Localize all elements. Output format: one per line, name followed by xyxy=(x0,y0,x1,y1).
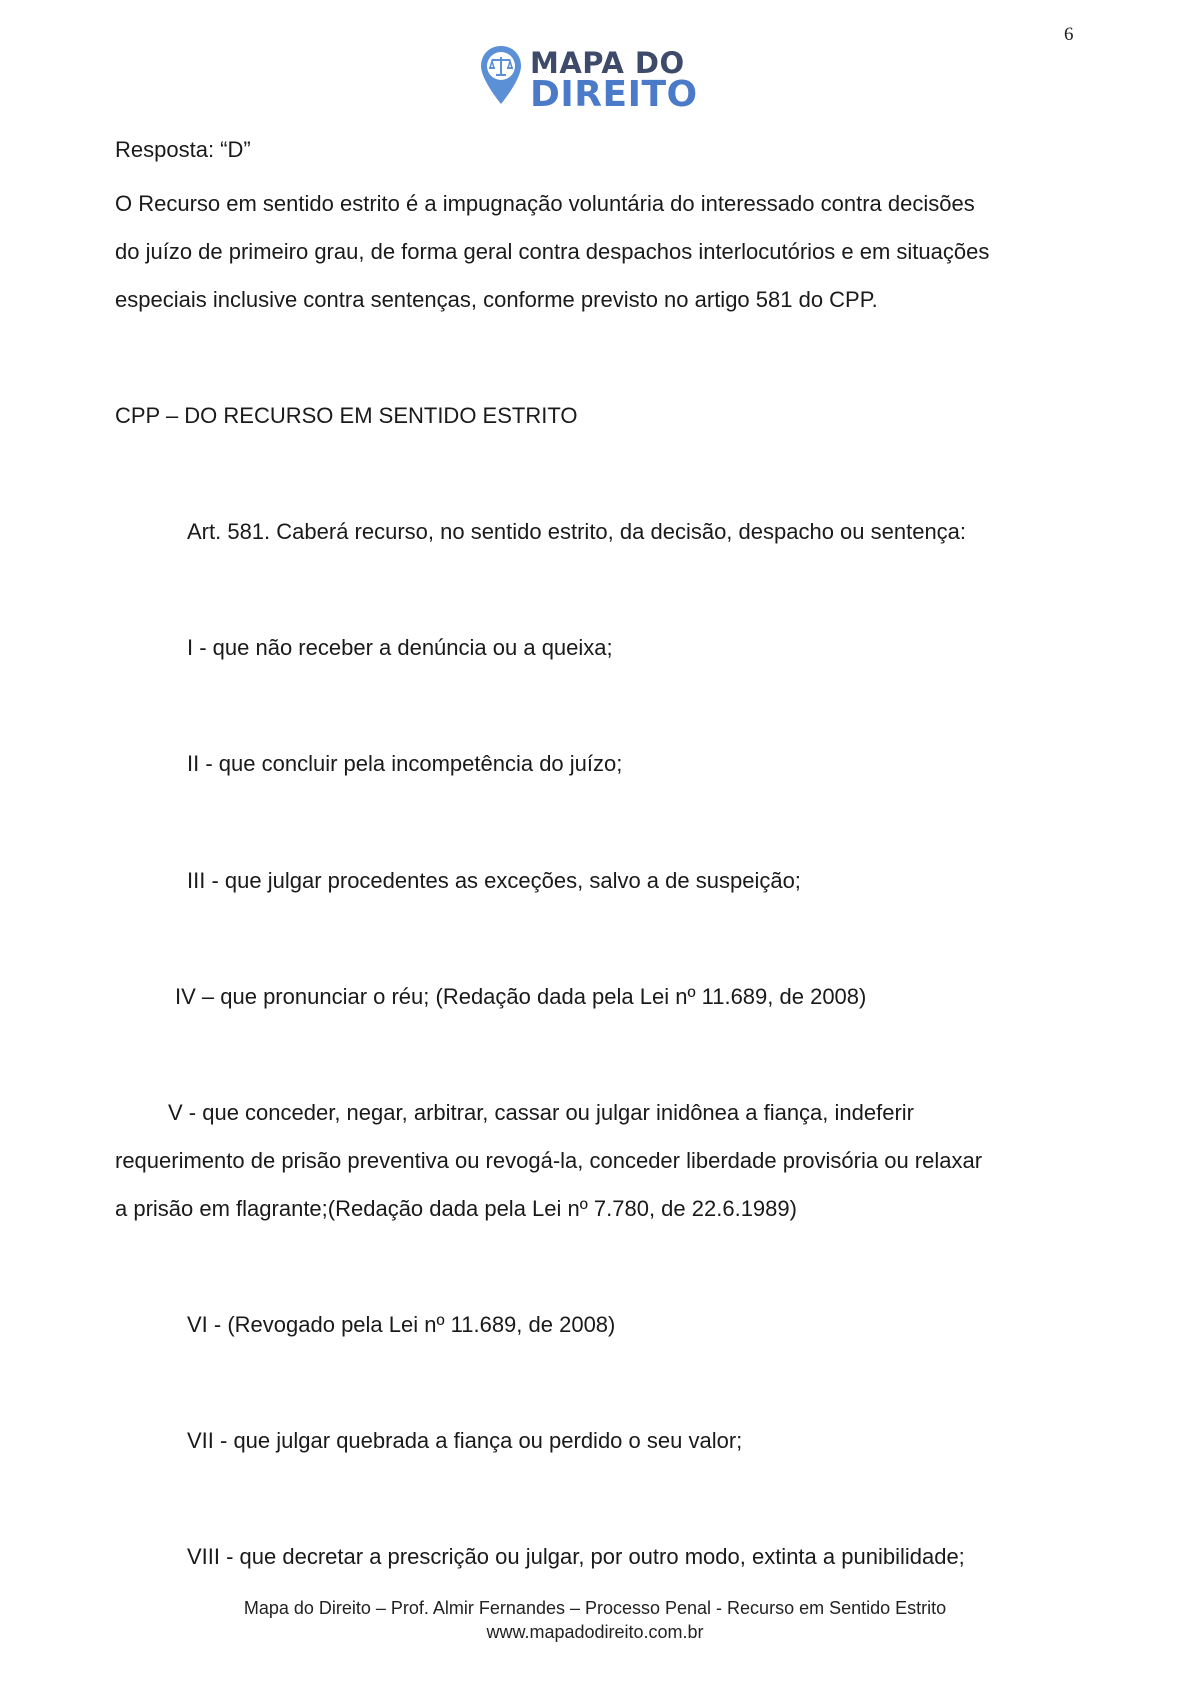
page-footer xyxy=(0,1596,1190,1644)
page-number: 6 xyxy=(1064,24,1074,45)
item-v-line-1: V - que conceder, negar, arbitrar, cassar ou julgar inidônea a fiança, indeferir xyxy=(168,1100,915,1125)
map-pin-scales-icon xyxy=(478,44,524,108)
section-title: CPP – DO RECURSO EM SENTIDO ESTRITO xyxy=(115,403,578,428)
footer-website-link[interactable]: www.mapadodireito.com.br xyxy=(486,1622,704,1642)
item-viii: VIII - que decretar a prescrição ou julgar, por outro modo, extinta a punibilidade; xyxy=(187,1544,965,1569)
mapa-do-direito-logo xyxy=(478,44,698,116)
explanation-line-2: do juízo de primeiro grau, de forma geral contra despachos interlocutórios e em situações xyxy=(115,239,990,264)
answer-text: Resposta: “D” xyxy=(115,137,251,162)
logo-text-mapa-do: MAPA DO xyxy=(530,46,685,80)
article-heading: Art. 581. Caberá recurso, no sentido estrito, da decisão, despacho ou sentença: xyxy=(187,519,967,544)
item-iii: III - que julgar procedentes as exceções, salvo a de suspeição; xyxy=(187,868,801,893)
footer-credits: Mapa do Direito – Prof. Almir Fernandes – Processo Penal - Recurso em Sentido Estrito xyxy=(243,1598,947,1618)
item-v-line-3: a prisão em flagrante;(Redação dada pela Lei nº 7.780, de 22.6.1989) xyxy=(115,1196,797,1221)
item-vii: VII - que julgar quebrada a fiança ou perdido o seu valor; xyxy=(187,1428,743,1453)
explanation-line-1: O Recurso em sentido estrito é a impugnação voluntária do interessado contra decisões xyxy=(115,191,975,216)
logo-text-direito: DIREITO xyxy=(530,74,698,115)
item-ii: II - que concluir pela incompetência do juízo; xyxy=(187,751,623,776)
item-i: I - que não receber a denúncia ou a queixa; xyxy=(187,635,613,660)
item-v-line-2: requerimento de prisão preventiva ou revogá-la, conceder liberdade provisória ou relaxar xyxy=(115,1148,983,1173)
explanation-line-3: especiais inclusive contra sentenças, conforme previsto no artigo 581 do CPP. xyxy=(115,287,878,312)
item-vi: VI - (Revogado pela Lei nº 11.689, de 2008) xyxy=(187,1312,616,1337)
item-iv: IV – que pronunciar o réu; (Redação dada pela Lei nº 11.689, de 2008) xyxy=(175,984,867,1009)
